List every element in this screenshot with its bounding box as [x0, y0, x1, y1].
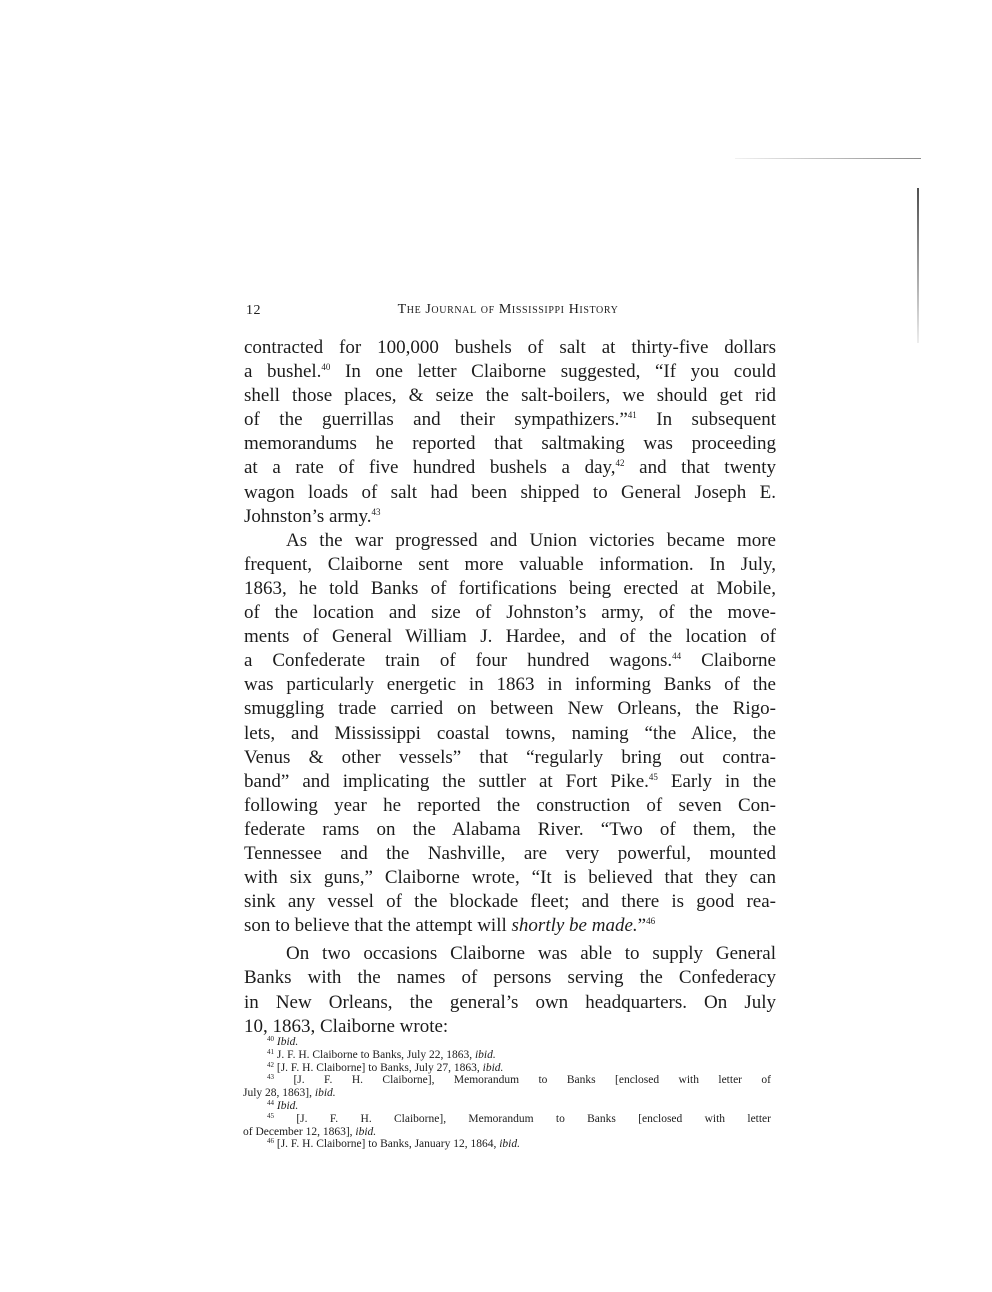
text-line: frequent, Claiborne sent more valuable information. In July, [244, 553, 776, 575]
text-line: Venus & other vessels” that “regularly bring out contra- [244, 746, 776, 768]
text-line: Banks with the names of persons serving the Confederacy [244, 967, 776, 989]
scan-edge-mark [917, 188, 919, 343]
text-line: with six guns,” Claiborne wrote, “It is believed that they can [244, 867, 776, 889]
text-line: lets, and Mississippi coastal towns, naming “the Alice, the [244, 722, 776, 744]
footnote: $^{43}$ [J. F. H. Claiborne], Memorandum to Banks [enclosed with letter of [267, 1073, 772, 1087]
text-line: of the guerrillas and their sympathizers.”$^{41}$ In subsequent [244, 409, 776, 431]
text-line: shell those places, & seize the salt-boilers, we should get rid [244, 385, 776, 407]
text-line: band” and implicating the suttler at Fort Pike.$^{45}$ Early in the [244, 770, 777, 792]
footnote-continuation: of December 12, 1863], ibid. [243, 1125, 377, 1138]
text-line: 1863, he told Banks of fortifications being erected at Mobile, [244, 577, 776, 599]
text-line: memorandums he reported that saltmaking was proceeding [244, 433, 776, 455]
italic-phrase: shortly be made. [511, 915, 638, 937]
text-line: Johnston’s army.$^{43}$ [244, 505, 381, 527]
note-ref: 44 [672, 651, 682, 662]
text-line: smuggling trade carried on between New Orleans, the Rigo- [244, 698, 776, 720]
scan-edge-mark [735, 158, 921, 159]
text-line: federate rams on the Alabama River. “Two of them, the [244, 818, 776, 840]
page-number: 12 [246, 303, 261, 318]
text-line: at a rate of five hundred bushels a day,$^{42}$ and that twenty [244, 457, 776, 479]
text-line: following year he reported the construction of seven Con- [244, 794, 776, 816]
text-line: wagon loads of salt had been shipped to General Joseph E. [244, 481, 776, 503]
footnote: $^{41}$ J. F. H. Claiborne to Banks, July 22, 1863, ibid. [267, 1047, 496, 1061]
text-line: Tennessee and the Nashville, are very powerful, mounted [244, 842, 776, 864]
note-ref: 42 [615, 458, 625, 469]
running-head [243, 299, 773, 321]
text-line: 10, 1863, Claiborne wrote: [244, 1015, 449, 1037]
footnotes [243, 1036, 771, 1151]
text-line: ments of General William J. Hardee, and of the location of [244, 626, 776, 648]
footnote-continuation: July 28, 1863], ibid. [243, 1087, 336, 1100]
body-text [244, 336, 776, 1039]
footnote: $^{46}$ [J. F. H. Claiborne] to Banks, January 12, 1864, ibid. [267, 1137, 520, 1151]
text-line: was particularly energetic in 1863 in informing Banks of the [244, 674, 776, 696]
footnote: $^{44}$ Ibid. [267, 1098, 299, 1112]
note-ref: 45 [648, 771, 658, 782]
text-line: On two occasions Claiborne was able to supply General [286, 943, 776, 965]
text-line: sink any vessel of the blockade fleet; and there is good rea- [244, 891, 776, 913]
text-line: in New Orleans, the general’s own headquarters. On July [244, 991, 776, 1013]
text-line: contracted for 100,000 bushels of salt at thirty-five dollars [244, 337, 776, 358]
note-ref: 43 [371, 506, 381, 517]
note-ref: 46 [646, 916, 656, 927]
footnote: $^{40}$ Ibid. [267, 1035, 299, 1048]
footnote: $^{42}$ [J. F. H. Claiborne] to Banks, July 27, 1863, ibid. [267, 1060, 504, 1074]
text-line: As the war progressed and Union victories became more [286, 529, 776, 551]
text-line: a bushel.$^{40}$ In one letter Claiborne suggested, “If you could [244, 361, 777, 383]
text-line: a Confederate train of four hundred wagons.$^{44}$ Claiborne [244, 650, 776, 672]
journal-title: The Journal of Mississippi History [397, 302, 619, 317]
text-line: son to believe that the attempt will shortly be made.”$^{46}$ [244, 915, 656, 937]
note-ref: 40 [321, 362, 331, 373]
footnote: $^{45}$ [J. F. H. Claiborne], Memorandum to Banks [enclosed with letter [267, 1111, 771, 1125]
note-ref: 41 [627, 410, 637, 421]
text-line: of the location and size of Johnston’s army, of the move- [244, 602, 776, 624]
